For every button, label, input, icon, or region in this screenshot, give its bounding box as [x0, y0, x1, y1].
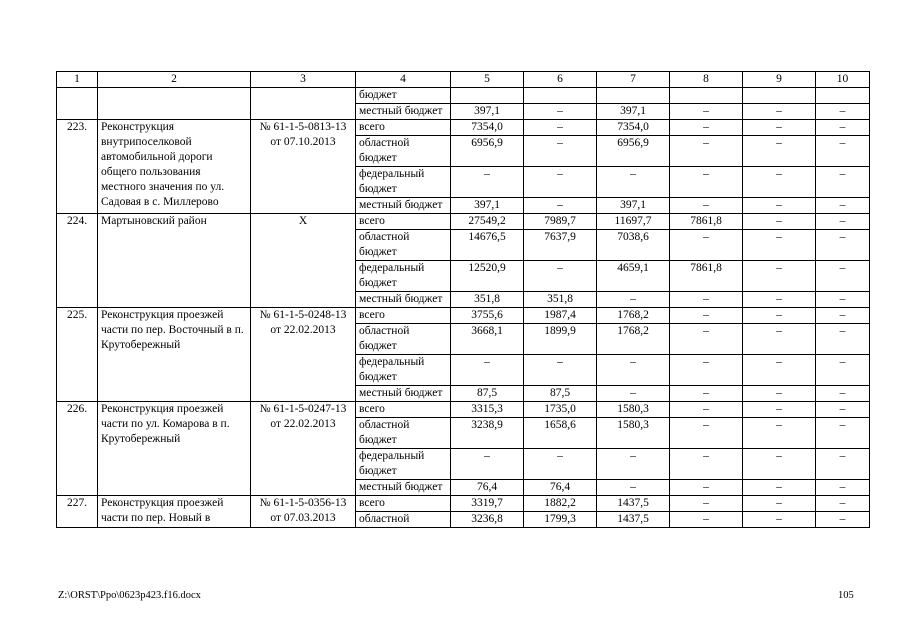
amount-cell: 7989,7	[524, 214, 597, 230]
amount-cell: –	[743, 136, 816, 167]
item-number: 224.	[57, 214, 98, 308]
amount-cell: 7354,0	[451, 120, 524, 136]
amount-cell: –	[816, 496, 870, 512]
amount-cell	[816, 88, 870, 104]
amount-cell: –	[524, 355, 597, 386]
amount-cell: –	[816, 480, 870, 496]
item-document-code: № 61-1-5-0356-13 от 07.03.2013	[251, 496, 356, 528]
funding-source: всего	[356, 496, 451, 512]
amount-cell: 397,1	[597, 104, 670, 120]
amount-cell: –	[743, 480, 816, 496]
amount-cell: 6956,9	[451, 136, 524, 167]
amount-cell: –	[743, 355, 816, 386]
amount-cell: –	[816, 198, 870, 214]
amount-cell: 397,1	[451, 198, 524, 214]
amount-cell: –	[670, 386, 743, 402]
amount-cell: –	[743, 324, 816, 355]
amount-cell: –	[816, 512, 870, 528]
amount-cell: 7861,8	[670, 261, 743, 292]
funding-source: местный бюджет	[356, 386, 451, 402]
header-row	[57, 72, 870, 88]
amount-cell: –	[597, 355, 670, 386]
funding-source: всего	[356, 214, 451, 230]
amount-cell: –	[670, 512, 743, 528]
amount-cell: 351,8	[451, 292, 524, 308]
amount-cell: –	[743, 214, 816, 230]
item-number	[57, 88, 98, 120]
item-description	[98, 88, 251, 120]
amount-cell: –	[597, 449, 670, 480]
amount-cell: 1437,5	[597, 496, 670, 512]
column-header: 3	[251, 72, 356, 88]
amount-cell: 1735,0	[524, 402, 597, 418]
amount-cell	[743, 88, 816, 104]
amount-cell: –	[524, 104, 597, 120]
amount-cell: 351,8	[524, 292, 597, 308]
amount-cell: –	[597, 480, 670, 496]
amount-cell: 27549,2	[451, 214, 524, 230]
amount-cell: –	[524, 449, 597, 480]
amount-cell: 6956,9	[597, 136, 670, 167]
amount-cell: 14676,5	[451, 230, 524, 261]
funding-source: областной бюджет	[356, 230, 451, 261]
amount-cell: –	[670, 402, 743, 418]
amount-cell: –	[524, 120, 597, 136]
item-number: 227.	[57, 496, 98, 528]
amount-cell: 11697,7	[597, 214, 670, 230]
amount-cell: –	[743, 308, 816, 324]
item-description: Реконструкция проезжей части по ул. Комарова в п. Крутобережный	[98, 402, 251, 496]
amount-cell: –	[816, 230, 870, 261]
amount-cell: 76,4	[451, 480, 524, 496]
amount-cell: –	[451, 449, 524, 480]
amount-cell: –	[524, 136, 597, 167]
amount-cell: –	[816, 324, 870, 355]
amount-cell: 3238,9	[451, 418, 524, 449]
amount-cell: –	[816, 449, 870, 480]
amount-cell: –	[597, 167, 670, 198]
amount-cell: 397,1	[451, 104, 524, 120]
amount-cell: 1768,2	[597, 308, 670, 324]
amount-cell: 1987,4	[524, 308, 597, 324]
amount-cell: –	[524, 167, 597, 198]
table-row	[57, 402, 870, 418]
amount-cell: –	[743, 230, 816, 261]
table-row	[57, 308, 870, 324]
amount-cell: –	[743, 120, 816, 136]
amount-cell	[451, 88, 524, 104]
amount-cell: –	[816, 261, 870, 292]
amount-cell: 12520,9	[451, 261, 524, 292]
item-description: Реконструкция внутрипоселковой автомобильной дороги общего пользования местного значения по ул. Садовая в с. Миллерово	[98, 120, 251, 214]
amount-cell: –	[743, 386, 816, 402]
amount-cell: –	[816, 355, 870, 386]
amount-cell: –	[743, 292, 816, 308]
amount-cell: –	[670, 324, 743, 355]
amount-cell: –	[816, 167, 870, 198]
funding-source: местный бюджет	[356, 104, 451, 120]
amount-cell: 3319,7	[451, 496, 524, 512]
amount-cell: 1658,6	[524, 418, 597, 449]
funding-source: федеральный бюджет	[356, 449, 451, 480]
funding-source: федеральный бюджет	[356, 261, 451, 292]
amount-cell: –	[816, 120, 870, 136]
funding-source: местный бюджет	[356, 292, 451, 308]
table-row	[57, 496, 870, 512]
amount-cell: 87,5	[524, 386, 597, 402]
amount-cell: –	[670, 480, 743, 496]
amount-cell: –	[670, 418, 743, 449]
funding-source: областной бюджет	[356, 136, 451, 167]
amount-cell: –	[670, 136, 743, 167]
amount-cell: –	[743, 512, 816, 528]
amount-cell: –	[524, 261, 597, 292]
amount-cell: 7354,0	[597, 120, 670, 136]
amount-cell: 1882,2	[524, 496, 597, 512]
footer-page-number: 105	[838, 590, 854, 601]
item-description: Реконструкция проезжей части по пер. Восточный в п. Крутобережный	[98, 308, 251, 402]
amount-cell: 3755,6	[451, 308, 524, 324]
item-document-code: № 61-1-5-0247-13 от 22.02.2013	[251, 402, 356, 496]
funding-source: областной бюджет	[356, 418, 451, 449]
amount-cell: –	[743, 104, 816, 120]
amount-cell: –	[816, 386, 870, 402]
table-row	[57, 120, 870, 136]
amount-cell: 3668,1	[451, 324, 524, 355]
amount-cell: –	[816, 136, 870, 167]
amount-cell: –	[451, 167, 524, 198]
amount-cell: –	[670, 292, 743, 308]
amount-cell: 1437,5	[597, 512, 670, 528]
item-description: Реконструкция проезжей части по пер. Новый в	[98, 496, 251, 528]
amount-cell: 1899,9	[524, 324, 597, 355]
amount-cell: 7637,9	[524, 230, 597, 261]
amount-cell: –	[670, 167, 743, 198]
funding-source: бюджет	[356, 88, 451, 104]
column-header: 5	[451, 72, 524, 88]
amount-cell: 87,5	[451, 386, 524, 402]
amount-cell: –	[743, 402, 816, 418]
column-header: 8	[670, 72, 743, 88]
amount-cell: –	[816, 104, 870, 120]
column-header: 6	[524, 72, 597, 88]
item-document-code: № 61-1-5-0248-13 от 22.02.2013	[251, 308, 356, 402]
footer-file-path: Z:\ORST\Ppo\0623p423.f16.docx	[58, 590, 201, 601]
amount-cell: –	[670, 308, 743, 324]
item-number: 223.	[57, 120, 98, 214]
amount-cell: –	[451, 355, 524, 386]
amount-cell: –	[670, 230, 743, 261]
item-document-code	[251, 88, 356, 120]
amount-cell: –	[743, 198, 816, 214]
amount-cell: 1799,3	[524, 512, 597, 528]
funding-source: федеральный бюджет	[356, 167, 451, 198]
amount-cell: –	[816, 214, 870, 230]
amount-cell: –	[670, 198, 743, 214]
amount-cell: 7861,8	[670, 214, 743, 230]
amount-cell: –	[670, 355, 743, 386]
amount-cell: –	[816, 292, 870, 308]
funding-source: местный бюджет	[356, 480, 451, 496]
amount-cell: 1580,3	[597, 402, 670, 418]
funding-source: всего	[356, 120, 451, 136]
amount-cell: –	[524, 198, 597, 214]
item-number: 226.	[57, 402, 98, 496]
amount-cell: 397,1	[597, 198, 670, 214]
funding-source: областной бюджет	[356, 324, 451, 355]
amount-cell: 4659,1	[597, 261, 670, 292]
funding-source: местный бюджет	[356, 198, 451, 214]
amount-cell: –	[743, 496, 816, 512]
item-document-code: № 61-1-5-0813-13 от 07.10.2013	[251, 120, 356, 214]
column-header: 7	[597, 72, 670, 88]
amount-cell: –	[743, 418, 816, 449]
amount-cell	[670, 88, 743, 104]
column-header: 2	[98, 72, 251, 88]
funding-source: областной	[356, 512, 451, 528]
amount-cell: –	[597, 292, 670, 308]
amount-cell	[597, 88, 670, 104]
amount-cell: –	[670, 496, 743, 512]
amount-cell: –	[670, 104, 743, 120]
amount-cell: 1768,2	[597, 324, 670, 355]
amount-cell: –	[743, 167, 816, 198]
funding-source: всего	[356, 308, 451, 324]
funding-source: всего	[356, 402, 451, 418]
item-description: Мартыновский район	[98, 214, 251, 308]
column-header: 1	[57, 72, 98, 88]
budget-table	[56, 71, 870, 528]
item-document-code: Х	[251, 214, 356, 308]
amount-cell: –	[816, 418, 870, 449]
amount-cell: –	[743, 449, 816, 480]
amount-cell: 3315,3	[451, 402, 524, 418]
column-header: 4	[356, 72, 451, 88]
amount-cell: –	[670, 120, 743, 136]
amount-cell: 7038,6	[597, 230, 670, 261]
funding-source: федеральный бюджет	[356, 355, 451, 386]
amount-cell: –	[597, 386, 670, 402]
item-number: 225.	[57, 308, 98, 402]
amount-cell: –	[743, 261, 816, 292]
amount-cell: –	[816, 308, 870, 324]
table-row	[57, 88, 870, 104]
amount-cell: 3236,8	[451, 512, 524, 528]
table-row	[57, 214, 870, 230]
amount-cell: –	[816, 402, 870, 418]
amount-cell: 76,4	[524, 480, 597, 496]
column-header: 9	[743, 72, 816, 88]
column-header: 10	[816, 72, 870, 88]
amount-cell: –	[670, 449, 743, 480]
amount-cell: 1580,3	[597, 418, 670, 449]
amount-cell	[524, 88, 597, 104]
